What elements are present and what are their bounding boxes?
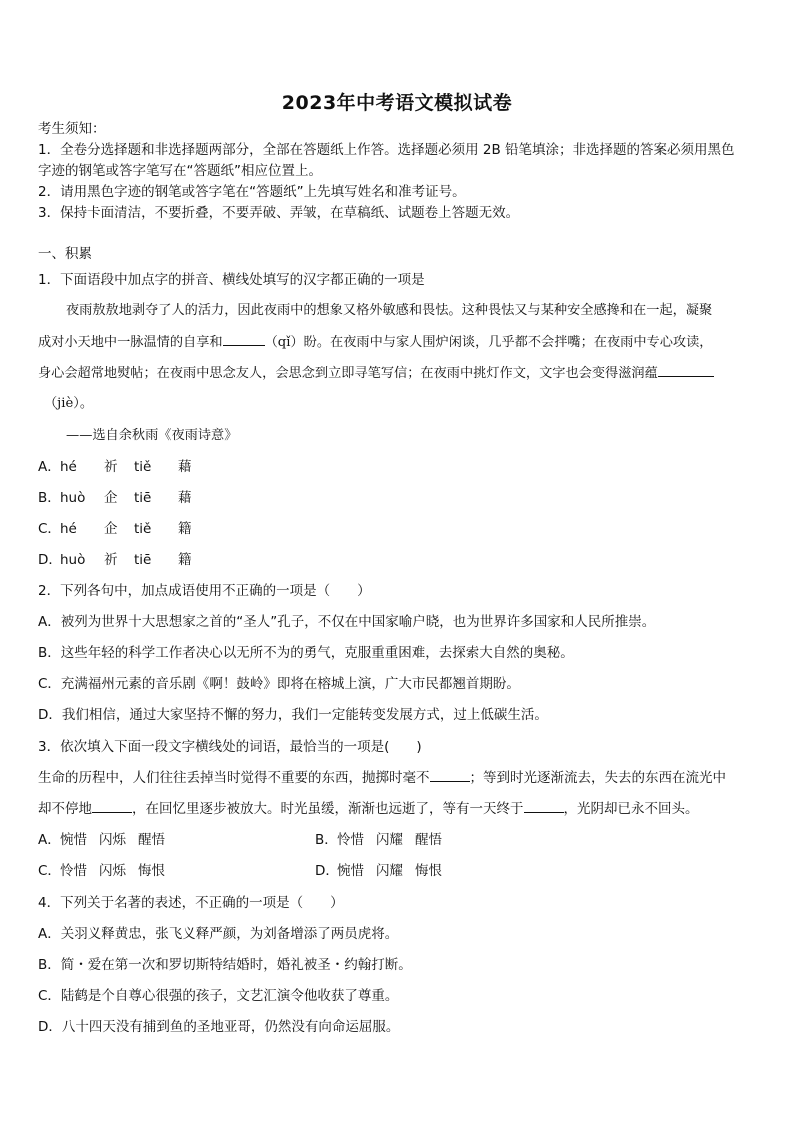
q2-option-d[interactable]: D．我们相信，通过大家坚持不懈的努力，我们一定能转变发展方式，过上低碳生活。 (38, 707, 548, 723)
fill-blank (92, 800, 132, 813)
fill-blank (524, 800, 564, 813)
page-title: 2023年中考语文模拟试卷 (281, 92, 513, 114)
q1-option-c[interactable]: C．hé 企 tiě 籍 (38, 521, 192, 537)
q1-passage-text: 身心会超常地熨帖；在夜雨中思念友人，会思念到立即寻笔写信；在夜雨中挑灯作文，文字也会变得滋润蕴 (38, 366, 658, 381)
q2-option-c[interactable]: C．充满福州元素的音乐剧《啊！鼓岭》即将在榕城上演，广大市民都翘首期盼。 (38, 676, 520, 692)
q1-option-d[interactable]: D．huò 祈 tiē 籍 (38, 552, 192, 568)
section-heading: 一、积累 (38, 246, 92, 262)
q1-option-b[interactable]: B．huò 企 tiē 藉 (38, 490, 192, 506)
question-1-stem: 1．下面语段中加点字的拼音、横线处填写的汉字都正确的一项是 (38, 272, 425, 288)
q3-option-d[interactable]: D．惋惜 闪耀 悔恨 (315, 863, 442, 879)
q3-option-b[interactable]: B．怜惜 闪耀 醒悟 (315, 832, 442, 848)
q1-passage-line: （jiè）。 (44, 396, 94, 411)
notice-heading: 考生须知： (38, 121, 106, 137)
q2-option-b[interactable]: B．这些年轻的科学工作者决心以无所不为的勇气，克服重重困难，去探索大自然的奥秘。 (38, 645, 574, 661)
q4-option-c[interactable]: C．陆鹤是个自尊心很强的孩子，文艺汇演令他收获了尊重。 (38, 988, 399, 1004)
notice-item: 2．请用黑色字迹的钢笔或答字笔在“答题纸”上先填写姓名和准考证号。 (38, 184, 466, 200)
q1-passage-line (38, 364, 714, 383)
q1-passage-line: 夜雨敖敖地剥夺了人的活力，因此夜雨中的想象又格外敏感和畏怯。这种畏怯又与某种安全感搀和在一起，凝聚 (66, 303, 713, 318)
q3-option-c[interactable]: C．怜惜 闪烁 悔恨 (38, 863, 165, 879)
q4-option-a[interactable]: A．关羽义释黄忠，张飞义释严颜，为刘备增添了两员虎将。 (38, 926, 399, 942)
q4-option-d[interactable]: D．八十四天没有捕到鱼的圣地亚哥，仍然没有向命运屈服。 (38, 1019, 400, 1035)
question-4-stem: 4．下列关于名著的表述，不正确的一项是（ ） (38, 895, 344, 911)
q3-option-a[interactable]: A．惋惜 闪烁 醒悟 (38, 832, 165, 848)
fill-blank (223, 333, 265, 346)
q3-passage-line: 生命的历程中，人们往往丢掉当时觉得不重要的东西，抛掷时毫不 ；等到时光逐渐流去，失去的东西在流光中 (38, 770, 726, 786)
notice-item: 1．全卷分选择题和非选择题两部分，全部在答题纸上作答。选择题必须用 2B 铅笔填涂；非选择题的答案必须用黑色 (38, 142, 735, 158)
question-3-stem: 3．依次填入下面一段文字横线处的词语，最恰当的一项是( ) (38, 739, 422, 755)
fill-blank (430, 769, 470, 782)
q3-passage-line: 却不停地 ，在回忆里逐步被放大。时光虽缓，渐渐也远逝了，等有一天终于 ，光阴却已永不回头。 (38, 801, 699, 817)
q1-passage-line (38, 333, 712, 352)
q1-passage-text: 成对小天地中一脉温情的自享和 (38, 335, 223, 350)
fill-blank (658, 364, 714, 377)
q1-option-a[interactable]: A．hé 祈 tiě 藉 (38, 459, 192, 475)
notice-item: 3．保持卡面清洁，不要折叠，不要弄破、弄皱，在草稿纸、试题卷上答题无效。 (38, 205, 520, 221)
q2-option-a[interactable]: A．被列为世界十大思想家之首的“圣人”孔子，不仅在中国家喻户晓，也为世界许多国家和人民所推崇。 (38, 614, 656, 630)
question-2-stem: 2．下列各句中，加点成语使用不正确的一项是（ ） (38, 583, 371, 599)
q4-option-b[interactable]: B．简・爱在第一次和罗切斯特结婚时，婚礼被圣・约翰打断。 (38, 957, 412, 973)
notice-item: 字迹的钢笔或答字笔写在“答题纸”相应位置上。 (38, 163, 322, 179)
q1-source: ——选自余秋雨《夜雨诗意》 (66, 428, 238, 443)
q1-passage-text: （qǐ）盼。在夜雨中与家人围炉闲谈，几乎都不会拌嘴；在夜雨中专心攻读， (264, 335, 713, 350)
